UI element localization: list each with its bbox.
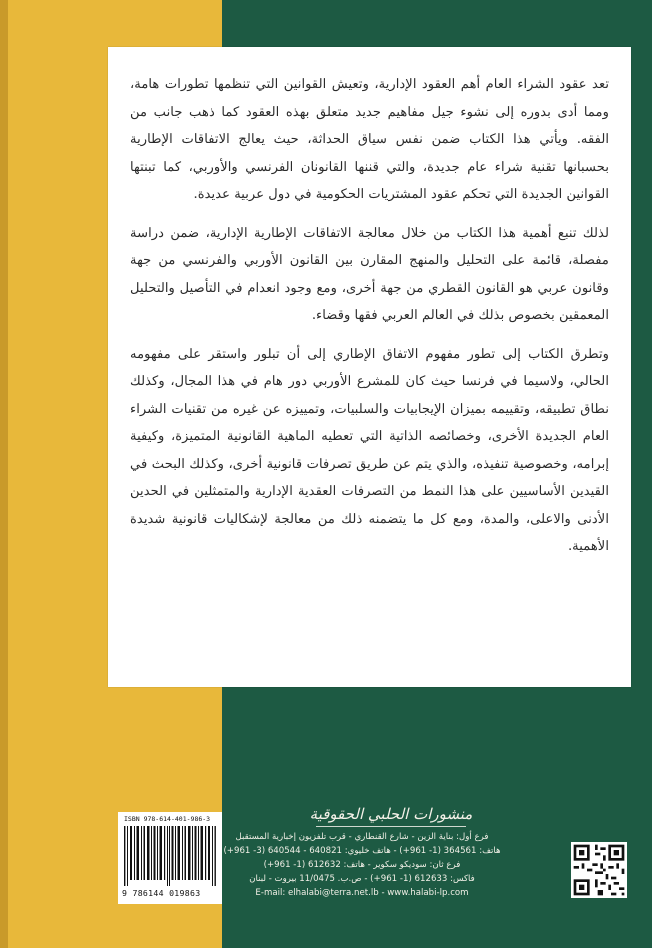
isbn-label: ISBN 978-614-401-986-3	[124, 815, 211, 823]
address-line-3: فرع ثان: سوديكو سكوير - هاتف: 612632 (1- 961+)	[263, 860, 461, 870]
address-line-4: فاكس: 612633 (1- 961+) - ص.ب. 11/0475 بيروت - لبنان	[249, 874, 475, 884]
divider	[316, 826, 466, 827]
isbn-number: 9 786144 019863	[122, 888, 201, 898]
barcode-bars-icon	[124, 826, 216, 886]
address-line-2: هاتف: 364561 (1- 961+) - هاتف خليوي: 640821 - 640544 (3- 961+)	[223, 846, 501, 856]
publisher-address	[162, 830, 562, 900]
blurb-paragraph-3: وتطرق الكتاب إلى تطور مفهوم الاتفاق الإطاري إلى أن تبلور واستقر على مفهومه الحالي، ولاسيما في فرنسا حيث كان للمشرع الأوربي دور هام في هذا المجال، وكذلك نطاق تطبيقه، وتقييمه بميزان الإيجابيات والسلبيات، وتمييزه عن غيره من تقنيات الشراء العام الجديدة الأخرى، وخصائصه الذاتية التي تعطيه الماهية القانونية المتميزة، وكيفية إبرامه، وخصوصية تنفيذه، والذي يتم عن طريق تصرفات قانونية أخرى، وكذلك البحث في القيدين الأساسيين على هذا النمط من التصرفات العقدية الإدارية والمتمثلين في الحدين الأدنى والاعلى، والمدة، ومع كل ما يتضمنه ذلك من معالجة لإشكاليات قانونية شديدة الأهمية.	[130, 346, 609, 554]
blurb-panel	[108, 47, 631, 687]
blurb-text	[130, 71, 609, 572]
spine-edge	[0, 0, 8, 948]
blurb-paragraph-2: لذلك تنبع أهمية هذا الكتاب من خلال معالجة الاتفاقات الإطارية الإدارية، ضمن دراسة مفصلة، قائمة على التحليل والمنهج المقارن بين القانون الأوربي والفرنسي من جهة وقانون عربي هو القانون القطري من جهة أخرى، ومع وجود انعدام في التأصيل والتحليل المعمقين بخصوص بذلك في العالم العربي فقها وقضاء.	[130, 225, 609, 323]
blurb-paragraph-1: تعد عقود الشراء العام أهم العقود الإدارية، وتعيش القوانين التي تنظمها تطورات هامة، ومما أدى بدوره إلى نشوء جيل مفاهيم جديد متعلق بهذه العقود كما ذهب جانب من الفقه. ويأتي هذا الكتاب ضمن نفس سياق الحداثة، حيث يعالج الاتفاقات الإطارية بحسبانها تقنية شراء عام جديدة، والتي قننها القانونان الفرنسي والأوربي، كما تبنتها القوانين الجديدة التي تحكم عقود المشتريات الحكومية في دول عربية عديدة.	[130, 77, 609, 202]
qr-code-icon	[571, 842, 627, 898]
address-line-5: E-mail: elhalabi@terra.net.lb - www.halabi-lp.com	[255, 888, 469, 898]
publisher-logo: منشورات الحلبي الحقوقية	[309, 805, 473, 823]
isbn-barcode	[118, 812, 222, 904]
address-line-1: فرع أول: بناية الزين - شارع القنطاري - قرب تلفزيون إخبارية المستقبل	[235, 832, 489, 842]
